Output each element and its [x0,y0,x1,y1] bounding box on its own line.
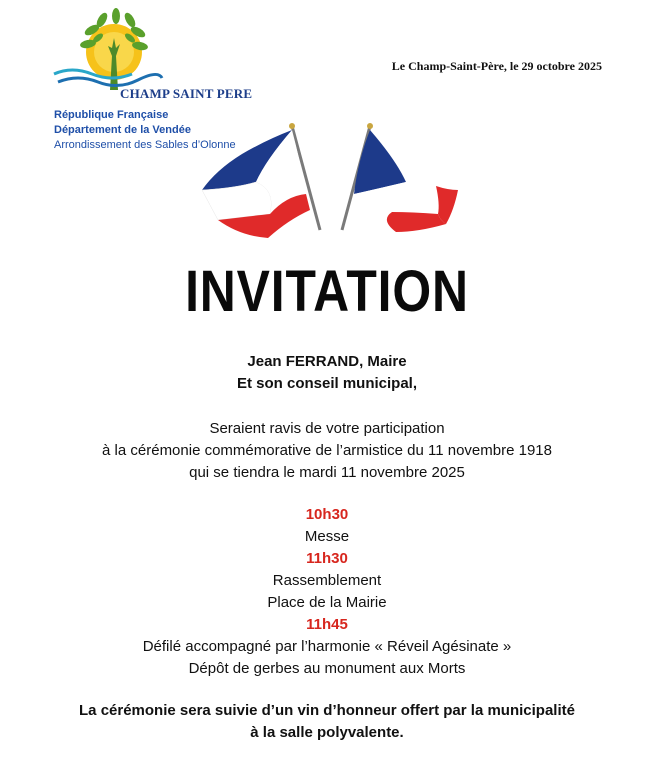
admin-line-republic: République Française [54,109,169,121]
invitation-title: INVITATION [185,259,469,324]
schedule-event-mass: Messe [304,528,350,545]
intro-line-1: Seraient ravis de votre participation [209,420,445,437]
french-flags-illustration [196,120,466,250]
intro-line-2: à la cérémonie commémorative de l’armistice du 11 novembre 1918 [102,442,552,459]
schedule-time-3: 11h45 [306,616,348,633]
intro-line-3: qui se tiendra le mardi 11 novembre 2025 [189,464,465,481]
admin-line-arrondissement: Arrondissement des Sables d’Olonne [54,139,236,151]
host-council: Et son conseil municipal, [236,375,418,392]
footer-line-1: La cérémonie sera suivie d’un vin d’honneur offert par la municipalité [79,702,575,719]
logo-text: CHAMP SAINT PERE [120,86,253,101]
schedule-event-location: Place de la Mairie [267,594,387,611]
host-name: Jean FERRAND, Maire [247,353,407,370]
schedule-event-gathering: Rassemblement [272,572,382,589]
schedule-time-1: 10h30 [305,506,349,523]
footer-line-2: à la salle polyvalente. [250,724,404,741]
admin-line-department: Département de la Vendée [54,124,191,136]
schedule-time-2: 11h30 [306,550,348,567]
document-date: Le Champ-Saint-Père, le 29 octobre 2025 [391,59,602,73]
schedule-event-parade: Défilé accompagné par l’harmonie « Réveil Agésinate » [142,638,512,655]
schedule-event-wreath: Dépôt de gerbes au monument aux Morts [188,660,466,677]
